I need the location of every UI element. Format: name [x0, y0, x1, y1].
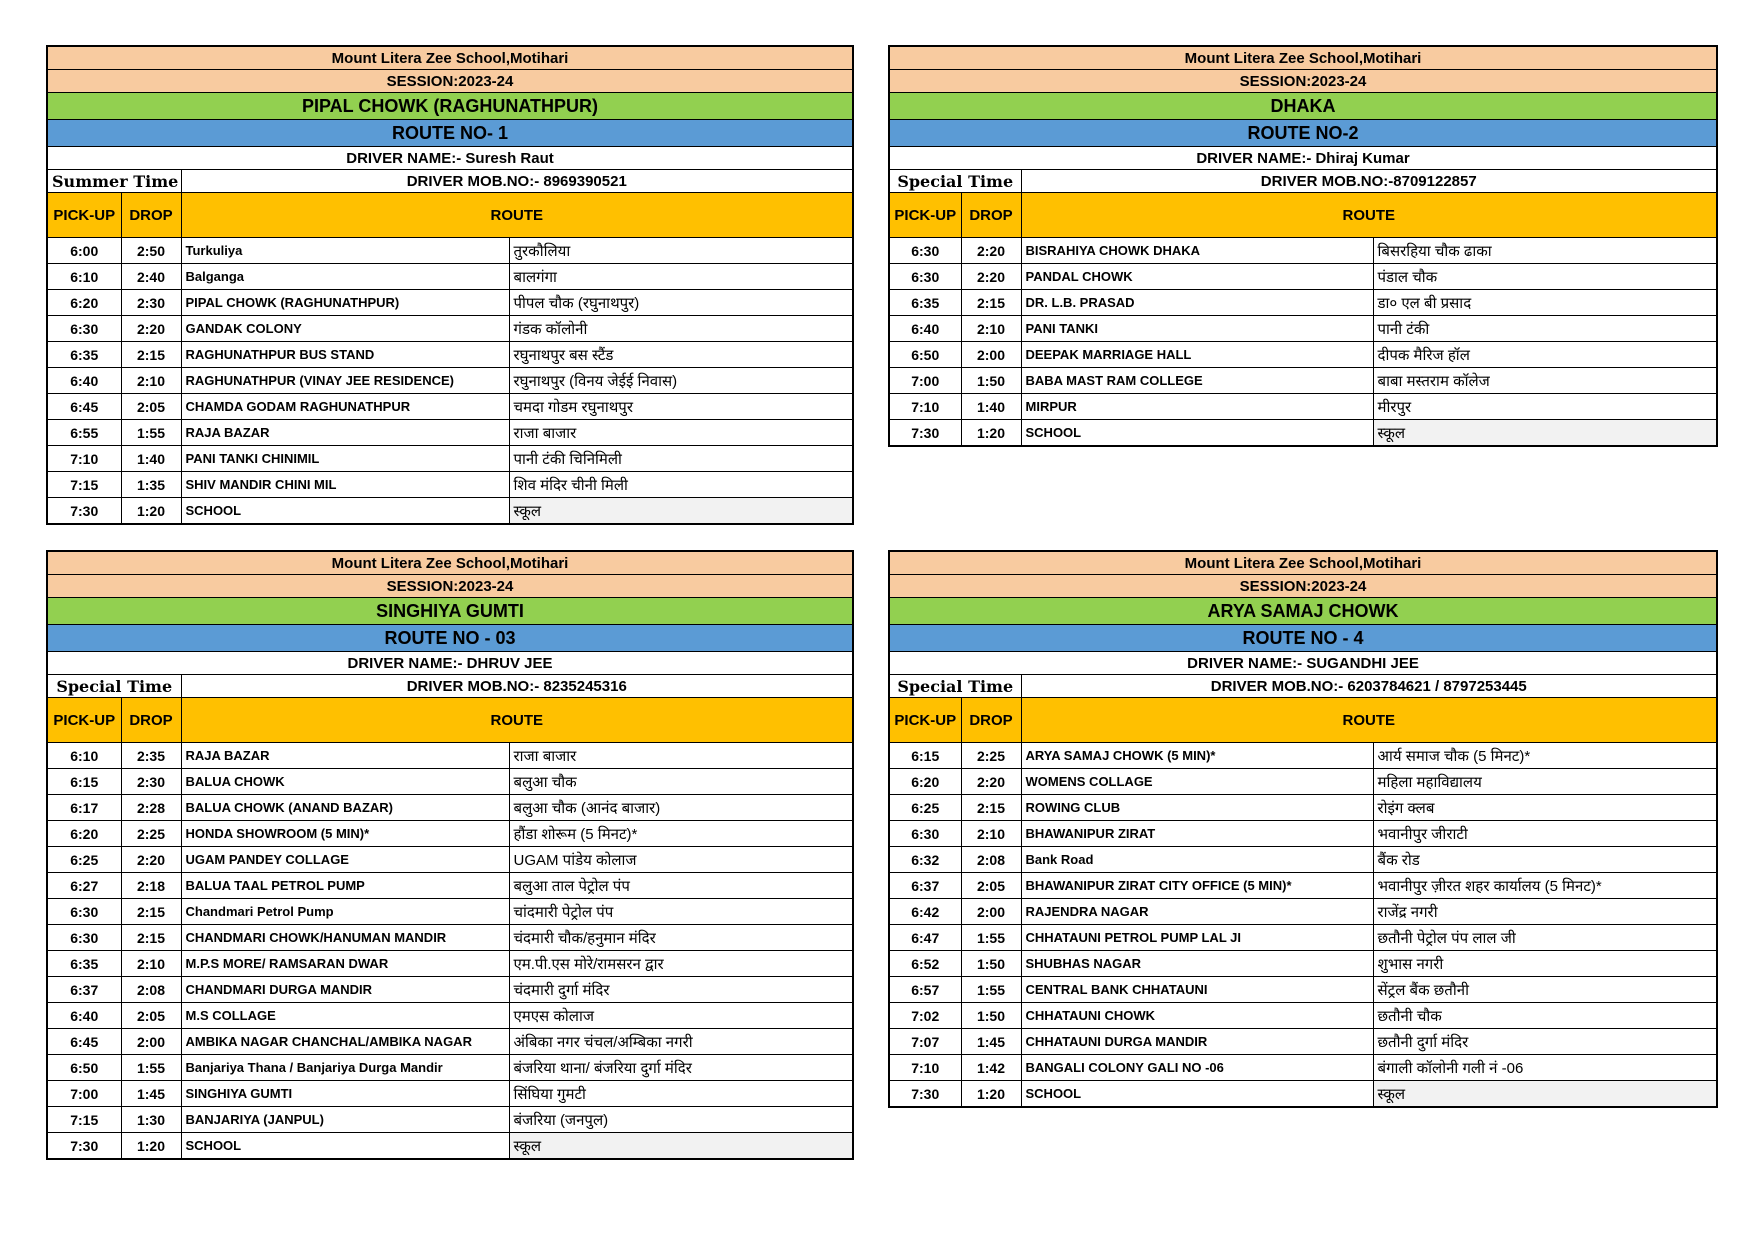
- stop-name-hindi: छतौनी दुर्गा मंदिर: [1373, 1029, 1717, 1055]
- table-row: [889, 420, 1717, 447]
- drop-time: 2:00: [961, 899, 1021, 925]
- driver-name: DRIVER NAME:- Dhiraj Kumar: [889, 147, 1717, 170]
- pickup-time: 6:00: [47, 238, 121, 264]
- stop-name-english: SINGHIYA GUMTI: [181, 1081, 509, 1107]
- stop-name-english: BHAWANIPUR ZIRAT CITY OFFICE (5 MIN)*: [1021, 873, 1373, 899]
- school-name: Mount Litera Zee School,Motihari: [47, 551, 853, 575]
- stop-name-english: Turkuliya: [181, 238, 509, 264]
- stop-name-english: BHAWANIPUR ZIRAT: [1021, 821, 1373, 847]
- drop-time: 1:42: [961, 1055, 1021, 1081]
- table-row: [889, 1003, 1717, 1029]
- pickup-time: 6:30: [889, 238, 961, 264]
- drop-time: 1:20: [961, 420, 1021, 447]
- drop-time: 1:50: [961, 951, 1021, 977]
- stop-name-english: M.S COLLAGE: [181, 1003, 509, 1029]
- pickup-time: 7:00: [889, 368, 961, 394]
- drop-time: 1:45: [121, 1081, 181, 1107]
- table-row: [47, 1107, 853, 1133]
- col-route-header: ROUTE: [1021, 193, 1717, 238]
- route-number: ROUTE NO-2: [889, 120, 1717, 147]
- drop-time: 2:05: [121, 394, 181, 420]
- drop-time: 1:55: [121, 1055, 181, 1081]
- pickup-time: 6:10: [47, 264, 121, 290]
- pickup-time: 6:35: [889, 290, 961, 316]
- table-row: [47, 368, 853, 394]
- table-row: [889, 847, 1717, 873]
- area-title: ARYA SAMAJ CHOWK: [889, 598, 1717, 625]
- pickup-time: 6:27: [47, 873, 121, 899]
- stop-name-hindi: राजा बाजार: [509, 743, 853, 769]
- stop-name-hindi: स्कूल: [509, 1133, 853, 1160]
- stop-name-english: BISRAHIYA CHOWK DHAKA: [1021, 238, 1373, 264]
- stop-name-english: RAGHUNATHPUR BUS STAND: [181, 342, 509, 368]
- session-label: SESSION:2023-24: [47, 575, 853, 598]
- stop-name-hindi: चंदमारी चौक/हनुमान मंदिर: [509, 925, 853, 951]
- stop-name-english: PANI TANKI CHINIMIL: [181, 446, 509, 472]
- pickup-time: 6:30: [47, 316, 121, 342]
- stop-name-english: DEEPAK MARRIAGE HALL: [1021, 342, 1373, 368]
- driver-name: DRIVER NAME:- Suresh Raut: [47, 147, 853, 170]
- drop-time: 1:20: [121, 1133, 181, 1160]
- pickup-time: 6:30: [889, 821, 961, 847]
- table-row: [889, 342, 1717, 368]
- pickup-time: 6:50: [47, 1055, 121, 1081]
- pickup-time: 7:30: [47, 498, 121, 525]
- table-row: [47, 316, 853, 342]
- stop-name-english: RAJA BAZAR: [181, 743, 509, 769]
- pickup-time: 7:15: [47, 1107, 121, 1133]
- stop-name-hindi: बंजरिया थाना/ बंजरिया दुर्गा मंदिर: [509, 1055, 853, 1081]
- drop-time: 2:50: [121, 238, 181, 264]
- table-row: [47, 498, 853, 525]
- table-row: [889, 290, 1717, 316]
- stop-name-hindi: सेंट्रल बैंक छतौनी: [1373, 977, 1717, 1003]
- stop-name-english: ARYA SAMAJ CHOWK (5 MIN)*: [1021, 743, 1373, 769]
- time-type: Special Time: [889, 170, 1021, 193]
- pickup-time: 7:30: [889, 420, 961, 447]
- drop-time: 1:50: [961, 368, 1021, 394]
- stop-name-hindi: चमदा गोडम रघुनाथपुर: [509, 394, 853, 420]
- stop-name-hindi: स्कूल: [1373, 1081, 1717, 1108]
- time-type: Special Time: [47, 675, 181, 698]
- pickup-time: 7:10: [889, 1055, 961, 1081]
- pickup-time: 6:30: [889, 264, 961, 290]
- table-row: [47, 1133, 853, 1160]
- driver-mobile: DRIVER MOB.NO:- 8969390521: [181, 170, 853, 193]
- stop-name-hindi: मीरपुर: [1373, 394, 1717, 420]
- drop-time: 1:55: [961, 977, 1021, 1003]
- stop-name-hindi: राजेंद्र नगरी: [1373, 899, 1717, 925]
- route-number: ROUTE NO - 4: [889, 625, 1717, 652]
- stop-name-english: WOMENS COLLAGE: [1021, 769, 1373, 795]
- col-drop-header: DROP: [961, 698, 1021, 743]
- stop-name-hindi: छतौनी चौक: [1373, 1003, 1717, 1029]
- driver-mobile: DRIVER MOB.NO:-8709122857: [1021, 170, 1717, 193]
- stop-name-hindi: डा० एल बी प्रसाद: [1373, 290, 1717, 316]
- col-pickup-header: PICK-UP: [47, 193, 121, 238]
- table-row: [889, 316, 1717, 342]
- school-name: Mount Litera Zee School,Motihari: [889, 46, 1717, 70]
- table-row: [47, 1055, 853, 1081]
- stop-name-english: SCHOOL: [1021, 420, 1373, 447]
- route-number: ROUTE NO - 03: [47, 625, 853, 652]
- table-row: [889, 873, 1717, 899]
- table-row: [47, 238, 853, 264]
- drop-time: 1:40: [121, 446, 181, 472]
- drop-time: 1:55: [961, 925, 1021, 951]
- pickup-time: 6:42: [889, 899, 961, 925]
- stop-name-hindi: अंबिका नगर चंचल/अम्बिका नगरी: [509, 1029, 853, 1055]
- stop-name-english: SCHOOL: [181, 498, 509, 525]
- pickup-time: 6:32: [889, 847, 961, 873]
- table-row: [47, 873, 853, 899]
- stop-name-english: Balganga: [181, 264, 509, 290]
- stop-name-hindi: एम.पी.एस मोरे/रामसरन द्वार: [509, 951, 853, 977]
- table-row: [889, 394, 1717, 420]
- stop-name-english: GANDAK COLONY: [181, 316, 509, 342]
- stop-name-hindi: रघुनाथपुर (विनय जेईई निवास): [509, 368, 853, 394]
- drop-time: 1:20: [121, 498, 181, 525]
- stop-name-english: CHAMDA GODAM RAGHUNATHPUR: [181, 394, 509, 420]
- time-type: Summer Time: [47, 170, 181, 193]
- driver-name: DRIVER NAME:- DHRUV JEE: [47, 652, 853, 675]
- pickup-time: 7:30: [47, 1133, 121, 1160]
- drop-time: 2:08: [121, 977, 181, 1003]
- stop-name-hindi: बलुआ ताल पेट्रोल पंप: [509, 873, 853, 899]
- table-row: [47, 847, 853, 873]
- table-row: [889, 238, 1717, 264]
- pickup-time: 7:02: [889, 1003, 961, 1029]
- drop-time: 2:28: [121, 795, 181, 821]
- pickup-time: 6:52: [889, 951, 961, 977]
- route-table-1: [46, 45, 854, 525]
- drop-time: 1:55: [121, 420, 181, 446]
- table-row: [47, 264, 853, 290]
- pickup-time: 6:30: [47, 925, 121, 951]
- pickup-time: 6:20: [47, 821, 121, 847]
- drop-time: 2:30: [121, 290, 181, 316]
- drop-time: 1:45: [961, 1029, 1021, 1055]
- stop-name-english: BALUA CHOWK (ANAND BAZAR): [181, 795, 509, 821]
- school-name: Mount Litera Zee School,Motihari: [889, 551, 1717, 575]
- table-row: [889, 951, 1717, 977]
- pickup-time: 6:55: [47, 420, 121, 446]
- pickup-time: 6:40: [889, 316, 961, 342]
- pickup-time: 7:30: [889, 1081, 961, 1108]
- drop-time: 1:20: [961, 1081, 1021, 1108]
- drop-time: 2:15: [961, 290, 1021, 316]
- stop-name-hindi: UGAM पांडेय कोलाज: [509, 847, 853, 873]
- stop-name-english: M.P.S MORE/ RAMSARAN DWAR: [181, 951, 509, 977]
- stop-name-english: RAJA BAZAR: [181, 420, 509, 446]
- drop-time: 2:25: [961, 743, 1021, 769]
- table-row: [47, 951, 853, 977]
- drop-time: 2:35: [121, 743, 181, 769]
- stop-name-english: BABA MAST RAM COLLEGE: [1021, 368, 1373, 394]
- table-row: [47, 446, 853, 472]
- stop-name-hindi: राजा बाजार: [509, 420, 853, 446]
- pickup-time: 7:00: [47, 1081, 121, 1107]
- table-row: [889, 769, 1717, 795]
- pickup-time: 7:07: [889, 1029, 961, 1055]
- table-row: [47, 925, 853, 951]
- stop-name-hindi: बैंक रोड: [1373, 847, 1717, 873]
- table-row: [889, 743, 1717, 769]
- drop-time: 1:40: [961, 394, 1021, 420]
- stop-name-hindi: महिला महाविद्यालय: [1373, 769, 1717, 795]
- drop-time: 2:20: [961, 264, 1021, 290]
- pickup-time: 6:37: [47, 977, 121, 1003]
- stop-name-english: HONDA SHOWROOM (5 MIN)*: [181, 821, 509, 847]
- drop-time: 2:15: [121, 925, 181, 951]
- drop-time: 2:10: [121, 368, 181, 394]
- pickup-time: 7:10: [889, 394, 961, 420]
- stop-name-hindi: पीपल चौक (रघुनाथपुर): [509, 290, 853, 316]
- pickup-time: 6:20: [47, 290, 121, 316]
- stop-name-english: PIPAL CHOWK (RAGHUNATHPUR): [181, 290, 509, 316]
- stop-name-english: AMBIKA NAGAR CHANCHAL/AMBIKA NAGAR: [181, 1029, 509, 1055]
- drop-time: 2:15: [121, 899, 181, 925]
- table-row: [889, 977, 1717, 1003]
- route-table-4: [888, 550, 1718, 1108]
- col-route-header: ROUTE: [181, 698, 853, 743]
- pickup-time: 6:15: [889, 743, 961, 769]
- table-row: [889, 1055, 1717, 1081]
- stop-name-english: CHANDMARI DURGA MANDIR: [181, 977, 509, 1003]
- stop-name-hindi: रोइंग क्लब: [1373, 795, 1717, 821]
- table-row: [47, 1003, 853, 1029]
- area-title: PIPAL CHOWK (RAGHUNATHPUR): [47, 93, 853, 120]
- drop-time: 2:00: [961, 342, 1021, 368]
- stop-name-hindi: बाबा मस्तराम कॉलेज: [1373, 368, 1717, 394]
- stop-name-english: SCHOOL: [181, 1133, 509, 1160]
- table-row: [889, 368, 1717, 394]
- pickup-time: 6:35: [47, 342, 121, 368]
- drop-time: 1:30: [121, 1107, 181, 1133]
- stop-name-hindi: तुरकौलिया: [509, 238, 853, 264]
- table-row: [47, 977, 853, 1003]
- drop-time: 2:00: [121, 1029, 181, 1055]
- drop-time: 2:15: [961, 795, 1021, 821]
- pickup-time: 6:15: [47, 769, 121, 795]
- col-route-header: ROUTE: [1021, 698, 1717, 743]
- stop-name-hindi: रघुनाथपुर बस स्टैंड: [509, 342, 853, 368]
- time-type: Special Time: [889, 675, 1021, 698]
- table-row: [47, 899, 853, 925]
- route-table-2: [888, 45, 1718, 447]
- pickup-time: 6:35: [47, 951, 121, 977]
- pickup-time: 6:45: [47, 1029, 121, 1055]
- session-label: SESSION:2023-24: [47, 70, 853, 93]
- drop-time: 2:20: [121, 847, 181, 873]
- stop-name-english: DR. L.B. PRASAD: [1021, 290, 1373, 316]
- table-row: [47, 472, 853, 498]
- stop-name-english: CHHATAUNI DURGA MANDIR: [1021, 1029, 1373, 1055]
- stop-name-hindi: शुभास नगरी: [1373, 951, 1717, 977]
- table-row: [47, 1081, 853, 1107]
- drop-time: 2:05: [121, 1003, 181, 1029]
- table-row: [889, 821, 1717, 847]
- table-row: [47, 394, 853, 420]
- stop-name-hindi: स्कूल: [1373, 420, 1717, 447]
- stop-name-hindi: पानी टंकी: [1373, 316, 1717, 342]
- pickup-time: 6:17: [47, 795, 121, 821]
- pickup-time: 6:30: [47, 899, 121, 925]
- stop-name-hindi: हौंडा शोरूम (5 मिनट)*: [509, 821, 853, 847]
- pickup-time: 6:45: [47, 394, 121, 420]
- pickup-time: 6:47: [889, 925, 961, 951]
- drop-time: 1:35: [121, 472, 181, 498]
- driver-mobile: DRIVER MOB.NO:- 6203784621 / 8797253445: [1021, 675, 1717, 698]
- stop-name-english: RAJENDRA NAGAR: [1021, 899, 1373, 925]
- table-row: [889, 925, 1717, 951]
- table-row: [47, 290, 853, 316]
- stop-name-english: CHANDMARI CHOWK/HANUMAN MANDIR: [181, 925, 509, 951]
- table-row: [47, 769, 853, 795]
- drop-time: 2:15: [121, 342, 181, 368]
- stop-name-english: CHHATAUNI PETROL PUMP LAL JI: [1021, 925, 1373, 951]
- stop-name-hindi: दीपक मैरिज हॉल: [1373, 342, 1717, 368]
- pickup-time: 6:25: [47, 847, 121, 873]
- table-row: [889, 1029, 1717, 1055]
- table-row: [889, 899, 1717, 925]
- stop-name-english: SHUBHAS NAGAR: [1021, 951, 1373, 977]
- table-row: [47, 1029, 853, 1055]
- stop-name-english: PANI TANKI: [1021, 316, 1373, 342]
- stop-name-hindi: स्कूल: [509, 498, 853, 525]
- stop-name-english: BALUA TAAL PETROL PUMP: [181, 873, 509, 899]
- pickup-time: 6:40: [47, 368, 121, 394]
- table-row: [47, 821, 853, 847]
- drop-time: 2:10: [121, 951, 181, 977]
- stop-name-hindi: बिसरहिया चौक ढाका: [1373, 238, 1717, 264]
- table-row: [47, 420, 853, 446]
- drop-time: 2:25: [121, 821, 181, 847]
- drop-time: 2:20: [961, 769, 1021, 795]
- route-table-3: [46, 550, 854, 1160]
- pickup-time: 6:25: [889, 795, 961, 821]
- col-pickup-header: PICK-UP: [47, 698, 121, 743]
- pickup-time: 7:15: [47, 472, 121, 498]
- drop-time: 2:10: [961, 316, 1021, 342]
- pickup-time: 6:40: [47, 1003, 121, 1029]
- area-title: DHAKA: [889, 93, 1717, 120]
- stop-name-english: BANJARIYA (JANPUL): [181, 1107, 509, 1133]
- stop-name-hindi: बंजरिया (जनपुल): [509, 1107, 853, 1133]
- stop-name-english: SCHOOL: [1021, 1081, 1373, 1108]
- stop-name-hindi: पंडाल चौक: [1373, 264, 1717, 290]
- stop-name-english: SHIV MANDIR CHINI MIL: [181, 472, 509, 498]
- stop-name-english: ROWING CLUB: [1021, 795, 1373, 821]
- stop-name-hindi: बंगाली कॉलोनी गली नं -06: [1373, 1055, 1717, 1081]
- stop-name-hindi: चांदमारी पेट्रोल पंप: [509, 899, 853, 925]
- drop-time: 2:20: [961, 238, 1021, 264]
- pickup-time: 6:57: [889, 977, 961, 1003]
- stop-name-hindi: एमएस कोलाज: [509, 1003, 853, 1029]
- drop-time: 2:08: [961, 847, 1021, 873]
- stop-name-english: CHHATAUNI CHOWK: [1021, 1003, 1373, 1029]
- drop-time: 2:40: [121, 264, 181, 290]
- stop-name-hindi: बालगंगा: [509, 264, 853, 290]
- table-row: [889, 264, 1717, 290]
- driver-name: DRIVER NAME:- SUGANDHI JEE: [889, 652, 1717, 675]
- stop-name-hindi: आर्य समाज चौक (5 मिनट)*: [1373, 743, 1717, 769]
- table-row: [889, 795, 1717, 821]
- drop-time: 2:05: [961, 873, 1021, 899]
- stop-name-english: CENTRAL BANK CHHATAUNI: [1021, 977, 1373, 1003]
- stop-name-hindi: भवानीपुर जीराटी: [1373, 821, 1717, 847]
- drop-time: 2:18: [121, 873, 181, 899]
- pickup-time: 6:50: [889, 342, 961, 368]
- pickup-time: 6:20: [889, 769, 961, 795]
- col-drop-header: DROP: [961, 193, 1021, 238]
- stop-name-english: RAGHUNATHPUR (VINAY JEE RESIDENCE): [181, 368, 509, 394]
- stop-name-hindi: छतौनी पेट्रोल पंप लाल जी: [1373, 925, 1717, 951]
- stop-name-english: BALUA CHOWK: [181, 769, 509, 795]
- table-row: [47, 342, 853, 368]
- school-name: Mount Litera Zee School,Motihari: [47, 46, 853, 70]
- stop-name-english: Bank Road: [1021, 847, 1373, 873]
- stop-name-hindi: बलुआ चौक: [509, 769, 853, 795]
- route-number: ROUTE NO- 1: [47, 120, 853, 147]
- table-row: [47, 743, 853, 769]
- stop-name-english: BANGALI COLONY GALI NO -06: [1021, 1055, 1373, 1081]
- stop-name-hindi: भवानीपुर ज़ीरत शहर कार्यालय (5 मिनट)*: [1373, 873, 1717, 899]
- col-pickup-header: PICK-UP: [889, 193, 961, 238]
- drop-time: 2:30: [121, 769, 181, 795]
- stop-name-english: Banjariya Thana / Banjariya Durga Mandir: [181, 1055, 509, 1081]
- area-title: SINGHIYA GUMTI: [47, 598, 853, 625]
- stop-name-english: PANDAL CHOWK: [1021, 264, 1373, 290]
- stop-name-hindi: गंडक कॉलोनी: [509, 316, 853, 342]
- stop-name-english: MIRPUR: [1021, 394, 1373, 420]
- col-route-header: ROUTE: [181, 193, 853, 238]
- drop-time: 1:50: [961, 1003, 1021, 1029]
- table-row: [889, 1081, 1717, 1108]
- col-drop-header: DROP: [121, 193, 181, 238]
- stop-name-english: UGAM PANDEY COLLAGE: [181, 847, 509, 873]
- pickup-time: 7:10: [47, 446, 121, 472]
- stop-name-hindi: शिव मंदिर चीनी मिली: [509, 472, 853, 498]
- stop-name-hindi: बलुआ चौक (आनंद बाजार): [509, 795, 853, 821]
- stop-name-hindi: सिंघिया गुमटी: [509, 1081, 853, 1107]
- session-label: SESSION:2023-24: [889, 70, 1717, 93]
- stop-name-english: Chandmari Petrol Pump: [181, 899, 509, 925]
- col-drop-header: DROP: [121, 698, 181, 743]
- stop-name-hindi: पानी टंकी चिनिमिली: [509, 446, 853, 472]
- col-pickup-header: PICK-UP: [889, 698, 961, 743]
- stop-name-hindi: चंदमारी दुर्गा मंदिर: [509, 977, 853, 1003]
- table-row: [47, 795, 853, 821]
- pickup-time: 6:10: [47, 743, 121, 769]
- drop-time: 2:20: [121, 316, 181, 342]
- drop-time: 2:10: [961, 821, 1021, 847]
- driver-mobile: DRIVER MOB.NO:- 8235245316: [181, 675, 853, 698]
- pickup-time: 6:37: [889, 873, 961, 899]
- session-label: SESSION:2023-24: [889, 575, 1717, 598]
